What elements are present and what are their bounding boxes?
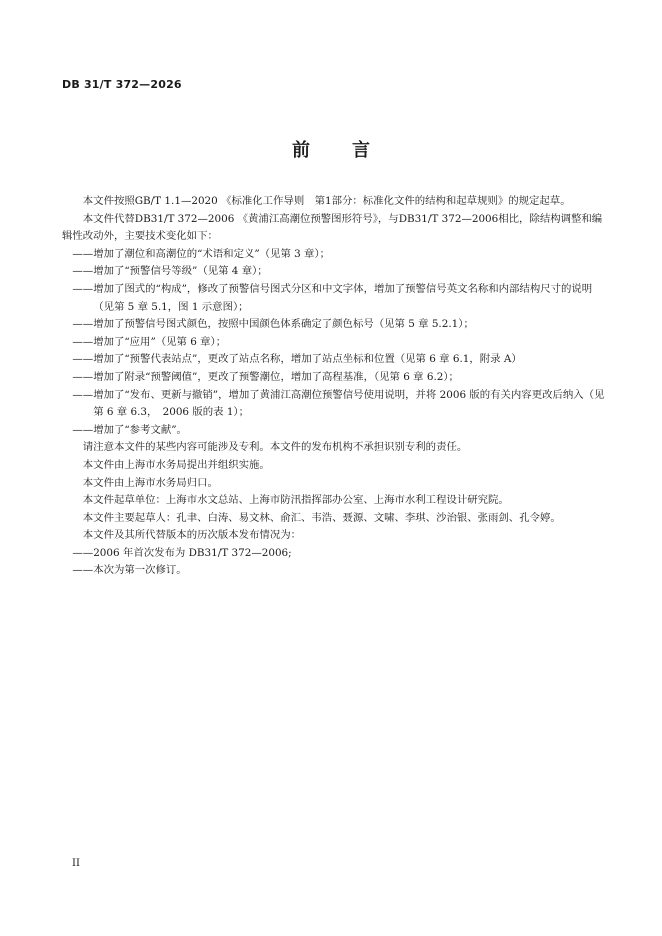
list-dash: —— <box>72 247 94 260</box>
list-dash: —— <box>72 265 94 278</box>
history-item <box>62 562 606 580</box>
change-item <box>62 351 606 369</box>
paragraph-drafters: 本文件主要起草人：孔聿、白涛、易文林、俞汇、韦浩、聂源、文啸、李琪、沙治银、张雨剑、孔令婷。 <box>82 511 561 524</box>
change-text: 增加了图式的“构成”，修改了预警信号图式分区和中文字体，增加了预警信号英文名称和内部结构尺寸的说明（见第 5 章 5.1，图 1 示意图）； <box>93 282 593 313</box>
change-item <box>62 422 606 440</box>
change-text: 增加了“预警信号等级”（见第 4 章）； <box>93 265 268 278</box>
history-text: 2006 年首次发布为 DB31/T 372—2006; <box>93 546 292 559</box>
page-title: 前言 <box>292 140 412 161</box>
history-text: 本次为第一次修订。 <box>93 564 187 577</box>
foreword-body <box>62 193 606 580</box>
change-item <box>62 369 606 387</box>
list-dash: —— <box>72 282 94 295</box>
change-text: 增加了“预警代表站点”，更改了站点名称，增加了站点坐标和位置（见第 6 章 6.1，附录 A） <box>93 353 522 366</box>
list-dash: —— <box>72 388 94 401</box>
change-text: 增加了“发布、更新与撤销”，增加了黄浦江高潮位预警信号使用说明，并将 2006 版的有关内容更改后纳入（见第 6 章 6.3， 2006 版的表 1）； <box>93 388 605 419</box>
change-item <box>62 246 606 264</box>
change-text: 增加了“参考文献”。 <box>93 423 187 436</box>
list-dash: —— <box>72 546 94 559</box>
paragraph-version-history: 本文件及其所代替版本的历次版本发布情况为： <box>82 529 301 542</box>
list-dash: —— <box>72 318 94 331</box>
change-item <box>62 281 606 316</box>
paragraph-drafting-rules: 本文件按照GB/T 1.1—2020 《标准化工作导则 第1部分：标准化文件的结构和起草规则》的规定起草。 <box>82 195 571 207</box>
list-dash: —— <box>72 564 94 577</box>
change-item <box>62 334 606 352</box>
history-item <box>62 545 606 563</box>
list-dash: —— <box>72 370 94 383</box>
list-dash: —— <box>72 335 94 348</box>
change-text: 增加了附录“预警阈值”，更改了预警潮位，增加了高程基准，（见第 6 章 6.2）； <box>93 370 459 383</box>
change-text: 增加了“应用”（见第 6 章）； <box>93 335 227 348</box>
paragraph-patent-notice: 请注意本文件的某些内容可能涉及专利。本文件的发布机构不承担识别专利的责任。 <box>82 441 468 454</box>
paragraph-drafting-units: 本文件起草单位：上海市水文总站、上海市防汛指挥部办公室、上海市水利工程设计研究院。 <box>82 494 509 507</box>
paragraph-proposer: 本文件由上海市水务局提出并组织实施。 <box>82 458 270 471</box>
change-text: 增加了预警信号图式颜色，按照中国颜色体系确定了颜色标号（见第 5 章 5.2.1）； <box>93 318 474 331</box>
page-number: II <box>72 858 80 869</box>
change-text: 增加了潮位和高潮位的“术语和定义”（见第 3 章）； <box>93 247 331 260</box>
paragraph-replacement: 本文件代替DB31/T 372—2006 《黄浦江高潮位预警图形符号》，与DB31/T 372—2006相比，除结构调整和编辑性改动外，主要技术变化如下： <box>62 212 603 243</box>
list-dash: —— <box>72 423 94 436</box>
change-item <box>62 263 606 281</box>
list-dash: —— <box>72 353 94 366</box>
document-code: DB 31/T 372—2026 <box>62 78 182 91</box>
paragraph-centralizing-unit: 本文件由上海市水务局归口。 <box>82 476 218 489</box>
change-item <box>62 387 606 422</box>
change-item <box>62 316 606 334</box>
